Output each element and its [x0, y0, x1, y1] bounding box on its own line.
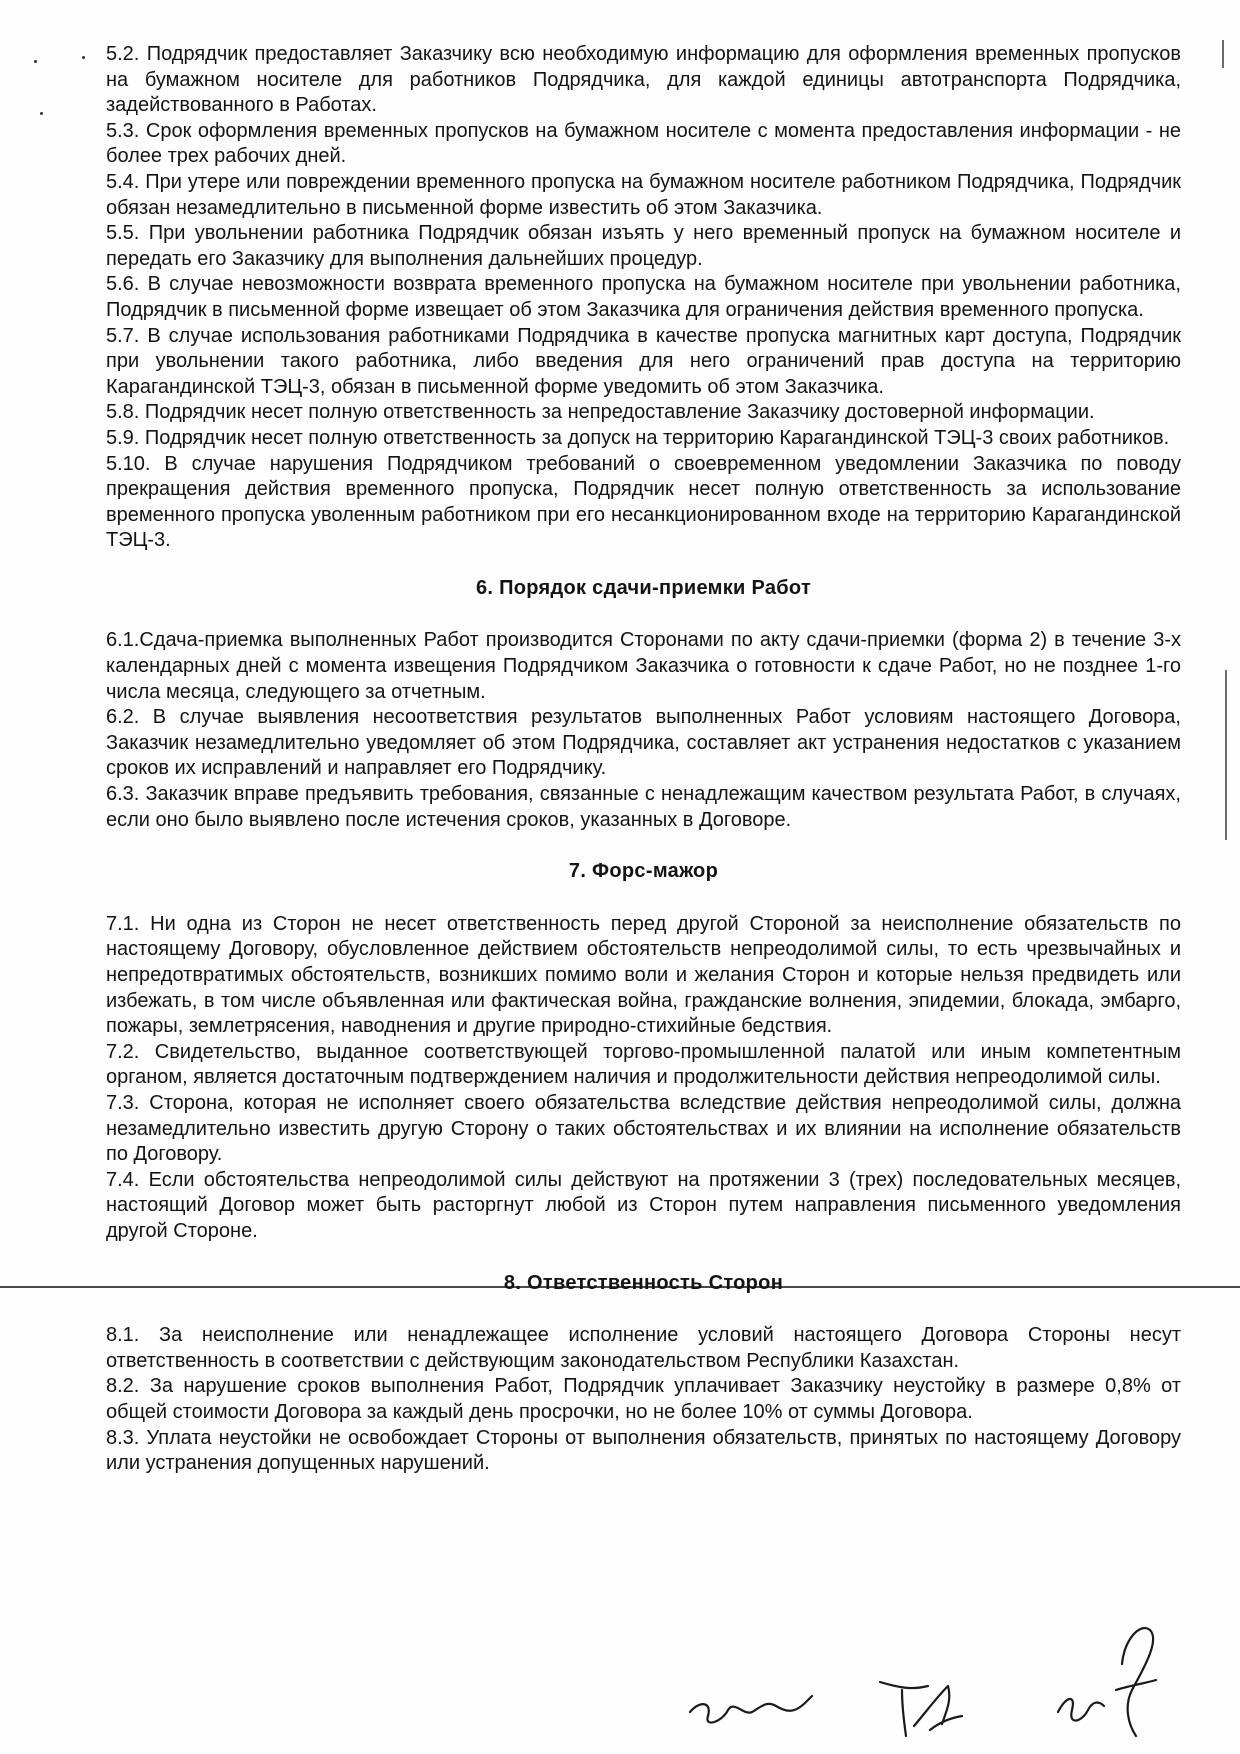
- scan-edge-line: [1225, 670, 1227, 840]
- clause-7-4: 7.4. Если обстоятельства непреодолимой силы действуют на протяжении 3 (трех) последовательных месяцев, настоящий Договор может быть расторгнут любой из Сторон путем направления письменного уведомления другой Стороне.: [106, 1168, 1181, 1242]
- clause-5-7: 5.7. В случае использования работниками Подрядчика в качестве пропуска магнитных карт доступа, Подрядчик при увольнении такого работника, либо введения для него ограничений прав доступа на территорию Карагандинской ТЭЦ-3, обязан в письменной форме уведомить об этом Заказчика.: [106, 324, 1181, 398]
- section-5: [106, 42, 1181, 554]
- scan-speck: [40, 112, 43, 115]
- clause-6-3: 6.3. Заказчик вправе предъявить требования, связанные с ненадлежащим качеством результата Работ, в случаях, если оно было выявлено после истечения сроков, указанных в Договоре.: [106, 783, 1181, 831]
- clause-8-1: 8.1. За неисполнение или ненадлежащее исполнение условий настоящего Договора Стороны несут ответственность в соответствии с действующим законодательством Республики Казахстан.: [106, 1324, 1181, 1372]
- scan-edge-line: [1222, 40, 1224, 68]
- clause-5-6: 5.6. В случае невозможности возврата временного пропуска на бумажном носителе при увольнении работника, Подрядчик в письменной форме извещает об этом Заказчика для ограничения действия временного пропуска.: [106, 273, 1181, 321]
- section-6: [106, 628, 1181, 833]
- clause-7-2: 7.2. Свидетельство, выданное соответствующей торгово-промышленной палатой или иным компетентным органом, является достаточным подтверждением наличия и продолжительности действия непреодолимой силы.: [106, 1040, 1181, 1089]
- clause-5-4: 5.4. При утере или повреждении временного пропуска на бумажном носителе работником Подрядчика, Подрядчик обязан незамедлительно в письменной форме известить об этом Заказчика.: [106, 170, 1181, 219]
- handwritten-signature-2-icon: [880, 1682, 962, 1736]
- section-8: [106, 1323, 1181, 1477]
- clause-7-1: 7.1. Ни одна из Сторон не несет ответственность перед другой Стороной за неисполнение обязательств по настоящему Договору, обусловленное действием обстоятельств непреодолимой силы, то есть чрезвычайных и непредотвратимых обстоятельств, возникших помимо воли и желания Сторон и которые нельзя предвидеть или избежать, в том числе объявленная или фактическая война, гражданские волнения, эпидемии, блокада, эмбарго, пожары, землетрясения, наводнения и другие природно-стихийные бедствия.: [106, 912, 1181, 1038]
- section-8-heading: 8. Ответственность Сторон: [503, 1271, 784, 1294]
- scan-speck: [34, 60, 37, 63]
- clause-5-8: 5.8. Подрядчик несет полную ответственность за непредоставление Заказчику достоверной информации.: [106, 401, 1095, 424]
- clause-5-9: 5.9. Подрядчик несет полную ответственность за допуск на территорию Карагандинской ТЭЦ-3 своих работников.: [106, 426, 1170, 449]
- section-7: [106, 912, 1181, 1245]
- clause-5-10: 5.10. В случае нарушения Подрядчиком требований о своевременном уведомлении Заказчика по поводу прекращения действия временного пропуска, Подрядчик несет полную ответственность за использование временного пропуска уволенным работником при его несанкционированном входе на территорию Карагандинской ТЭЦ-3.: [106, 452, 1181, 552]
- clause-5-2: 5.2. Подрядчик предоставляет Заказчику всю необходимую информацию для оформления временных пропусков на бумажном носителе для работников Подрядчика, для каждой единицы автотранспорта Подрядчика, задействованного в Работах.: [106, 43, 1181, 117]
- clause-6-2: 6.2. В случае выявления несоответствия результатов выполненных Работ условиям настоящего Договора, Заказчик незамедлительно уведомляет об этом Подрядчика, составляет акт устранения недостатков с указанием сроков их исправлений и направляет его Подрядчику.: [106, 706, 1181, 780]
- clause-7-3: 7.3. Сторона, которая не исполняет своего обязательства вследствие действия непреодолимой силы, должна незамедлительно известить другую Сторону о таких обстоятельствах и их влиянии на исполнение обязательств по Договору.: [106, 1091, 1181, 1166]
- clause-8-3: 8.3. Уплата неустойки не освобождает Стороны от выполнения обязательств, принятых по настоящему Договору или устранения допущенных нарушений.: [106, 1426, 1181, 1475]
- section-6-heading: 6. Порядок сдачи-приемки Работ: [475, 576, 812, 599]
- handwritten-signature-1-icon: [690, 1696, 812, 1723]
- clause-8-2: 8.2. За нарушение сроков выполнения Работ, Подрядчик уплачивает Заказчику неустойку в размере 0,8% от общей стоимости Договора за каждый день просрочки, но не более 10% от суммы Договора.: [106, 1375, 1181, 1423]
- clause-6-1: 6.1.Сдача-приемка выполненных Работ производится Сторонами по акту сдачи-приемки (форма 2) в течение 3-х календарных дней с момента извещения Подрядчиком Заказчика о готовности к сдаче Работ, но не позднее 1-го числа месяца, следующего за отчетным.: [106, 629, 1181, 703]
- handwritten-signature-3-icon: [1058, 1628, 1156, 1736]
- section-7-heading: 7. Форс-мажор: [568, 860, 719, 883]
- clause-5-3: 5.3. Срок оформления временных пропусков на бумажном носителе с момента предоставления информации - не более трех рабочих дней.: [106, 119, 1181, 168]
- clause-5-5: 5.5. При увольнении работника Подрядчик обязан изъять у него временный пропуск на бумажном носителе и передать его Заказчику для выполнения дальнейших процедур.: [106, 222, 1181, 270]
- scan-speck: [82, 56, 85, 59]
- document-body: [106, 42, 1181, 1477]
